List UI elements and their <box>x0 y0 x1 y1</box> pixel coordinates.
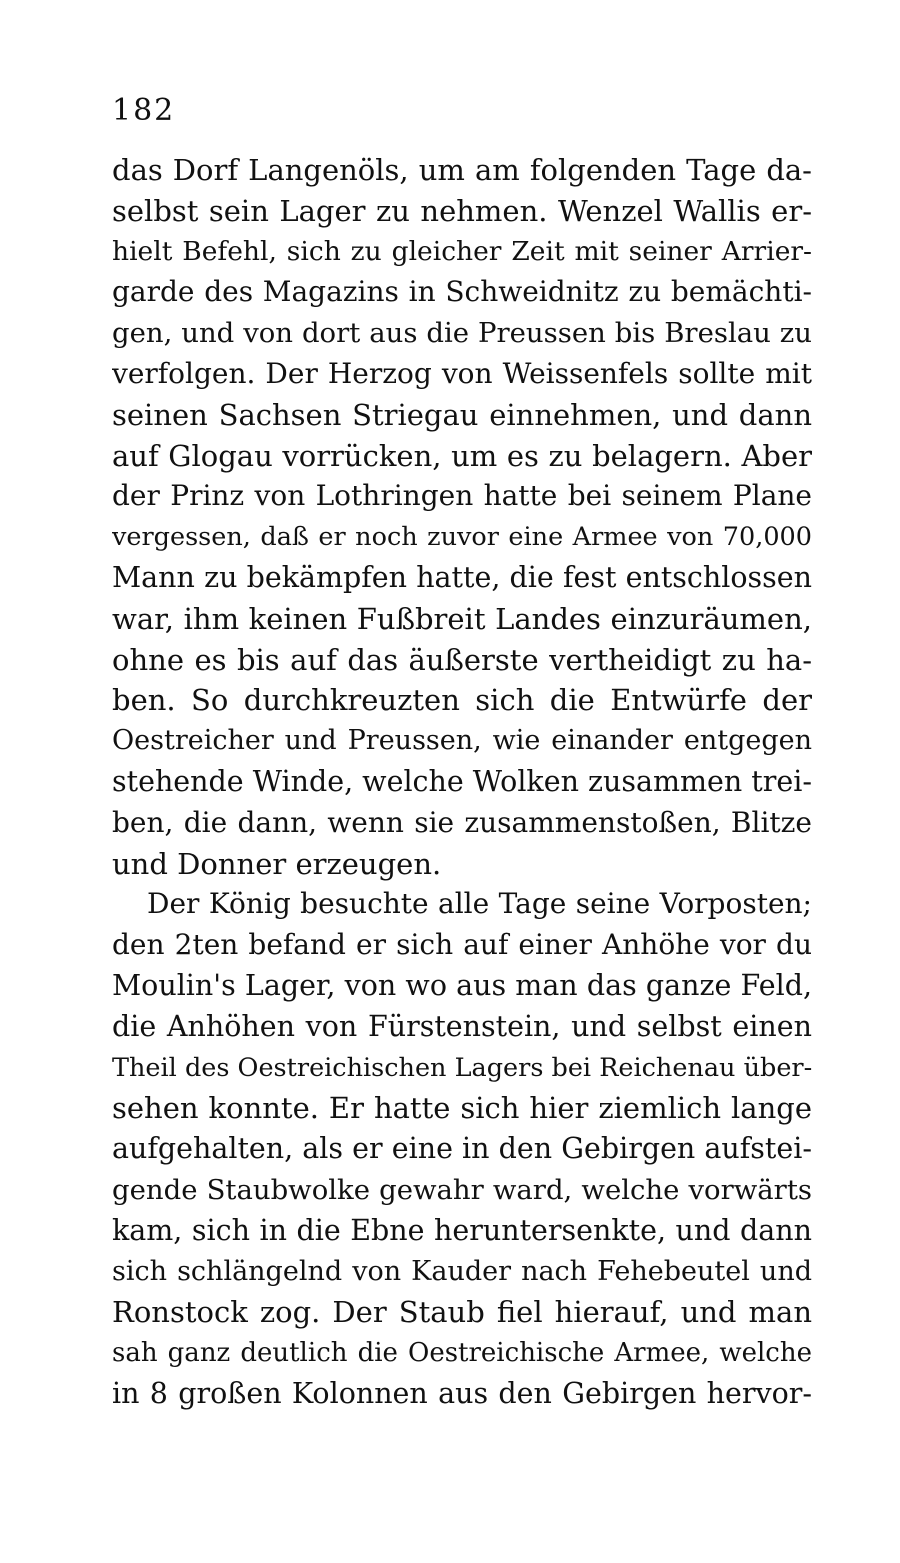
text-line: Ronstock zog. Der Staub fiel hierauf, und man <box>112 1295 812 1330</box>
text-line: der Prinz von Lothringen hatte bei seinem Plane <box>112 479 812 513</box>
text-line: das Dorf Langenöls, um am folgenden Tage da- <box>112 153 812 187</box>
paragraph-1 <box>112 150 812 884</box>
text-line: verfolgen. Der Herzog von Weissenfels sollte mit <box>112 356 812 390</box>
text-line: Mann zu bekämpfen hatte, die fest entschlossen <box>112 560 812 594</box>
body-text <box>112 150 812 1415</box>
text-line: Moulin's Lager, von wo aus man das ganze Feld, <box>112 968 812 1002</box>
text-line: Der König besuchte alle Tage seine Vorposten; <box>147 887 812 921</box>
text-line: aufgehalten, als er eine in den Gebirgen aufstei- <box>112 1132 812 1166</box>
text-line: und Donner erzeugen. <box>112 846 442 881</box>
text-line: sah ganz deutlich die Oestreichische Armee, welche <box>112 1338 812 1369</box>
text-line: in 8 großen Kolonnen aus den Gebirgen hervor- <box>112 1376 812 1410</box>
text-line: den 2ten befand er sich auf einer Anhöhe vor du <box>112 928 812 962</box>
text-line: ben, die dann, wenn sie zusammenstoßen, Blitze <box>112 805 812 839</box>
text-line: die Anhöhen von Fürstenstein, und selbst einen <box>112 1009 812 1043</box>
text-line: vergessen, daß er noch zuvor eine Armee von 70,000 <box>112 522 812 553</box>
text-line: garde des Magazins in Schweidnitz zu bemächti- <box>112 275 812 309</box>
text-line: Theil des Oestreichischen Lagers bei Reichenau über- <box>112 1052 812 1083</box>
text-line: hielt Befehl, sich zu gleicher Zeit mit seiner Arrier- <box>112 235 812 267</box>
text-line: selbst sein Lager zu nehmen. Wenzel Wallis er- <box>112 193 812 228</box>
text-line: stehende Winde, welche Wolken zusammen trei- <box>112 764 812 798</box>
paragraph-2 <box>112 884 812 1414</box>
text-line: ohne es bis auf das äußerste vertheidigt zu ha- <box>112 642 812 677</box>
text-line: kam, sich in die Ebne heruntersenkte, und dann <box>112 1213 812 1247</box>
text-line: Oestreicher und Preussen, wie einander entgegen <box>112 725 812 757</box>
text-line: seinen Sachsen Striegau einnehmen, und dann <box>112 397 812 432</box>
text-line: sehen konnte. Er hatte sich hier ziemlich lange <box>112 1091 812 1126</box>
text-line: gen, und von dort aus die Preussen bis Breslau zu <box>112 317 812 350</box>
text-line: auf Glogau vorrücken, um es zu belagern. Aber <box>112 438 812 473</box>
text-line: gende Staubwolke gewahr ward, welche vorwärts <box>112 1173 812 1206</box>
text-line: war, ihm keinen Fußbreit Landes einzuräumen, <box>112 601 812 636</box>
page-number: 182 <box>112 93 176 128</box>
text-line: sich schlängelnd von Kauder nach Fehebeutel und <box>112 1255 812 1287</box>
text-line: ben. So durchkreuzten sich die Entwürfe der <box>112 683 812 718</box>
